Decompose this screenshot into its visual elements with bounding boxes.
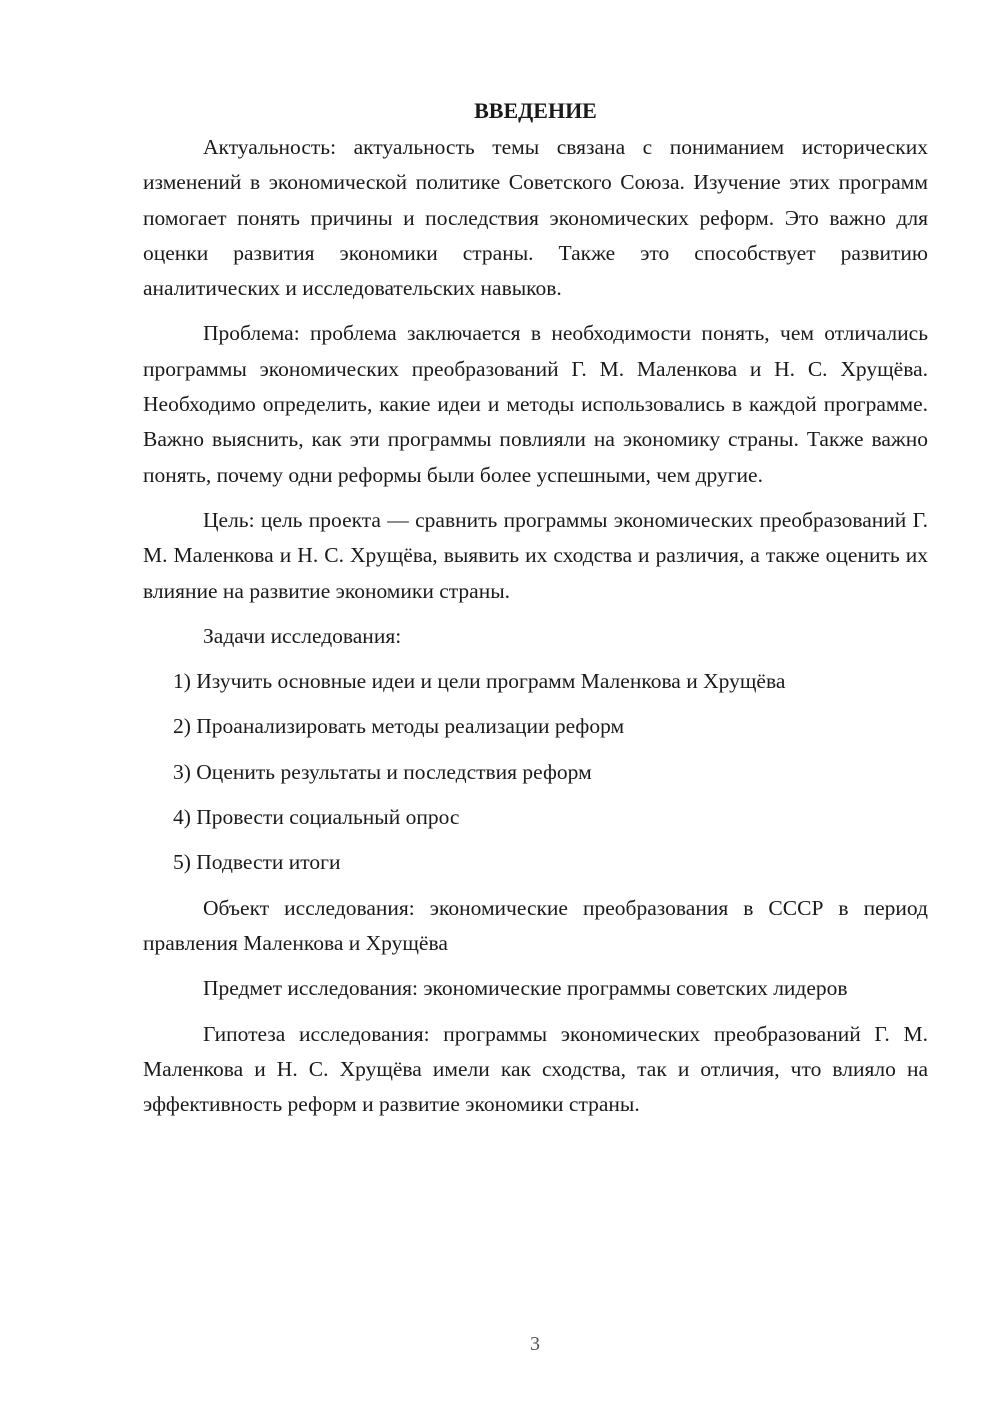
tasks-heading: Задачи исследования:: [203, 623, 402, 648]
list-item: 4) Провести социальный опрос: [173, 805, 460, 830]
relevance-paragraph: Актуальность: актуальность темы связана с пониманием исторических изменений в экономической политике Советского Союза. Изучение этих программ помогает понять причины и последствия экономических реформ. Это важно для оценки развития экономики страны. Также это способствует развитию аналитических и исследовательских навыков.: [143, 135, 928, 301]
tasks-list: [143, 664, 928, 880]
document-page: [143, 93, 928, 1132]
subject-paragraph: Предмет исследования: экономические программы советских лидеров: [203, 976, 848, 1001]
hypothesis-paragraph: Гипотеза исследования: программы экономических преобразований Г. М. Маленкова и Н. С. Хрущёва имели как сходства, так и отличия, что влияло на эффективность реформ и развитие экономики страны.: [143, 1021, 928, 1117]
list-item: 2) Проанализировать методы реализации реформ: [173, 714, 625, 739]
object-paragraph: Объект исследования: экономические преобразования в СССР в период правления Маленкова и Хрущёва: [143, 895, 928, 955]
goal-paragraph: Цель: цель проекта — сравнить программы экономических преобразований Г. М. Маленкова и Н. С. Хрущёва, выявить их сходства и различия, а также оценить их влияние на развитие экономики страны.: [143, 507, 928, 603]
list-item: 3) Оценить результаты и последствия реформ: [173, 759, 592, 784]
problem-paragraph: Проблема: проблема заключается в необходимости понять, чем отличались программы экономических преобразований Г. М. Маленкова и Н. С. Хрущёва. Необходимо определить, какие идеи и методы использовались в каждой программе. Важно выяснить, как эти программы повлияли на экономику страны. Также важно понять, почему одни реформы были более успешными, чем другие.: [143, 321, 928, 487]
page-number: 3: [530, 1333, 540, 1355]
list-item: 5) Подвести итоги: [173, 850, 341, 875]
list-item: 1) Изучить основные идеи и цели программ Маленкова и Хрущёва: [173, 669, 786, 694]
document-title: ВВЕДЕНИЕ: [474, 98, 597, 123]
